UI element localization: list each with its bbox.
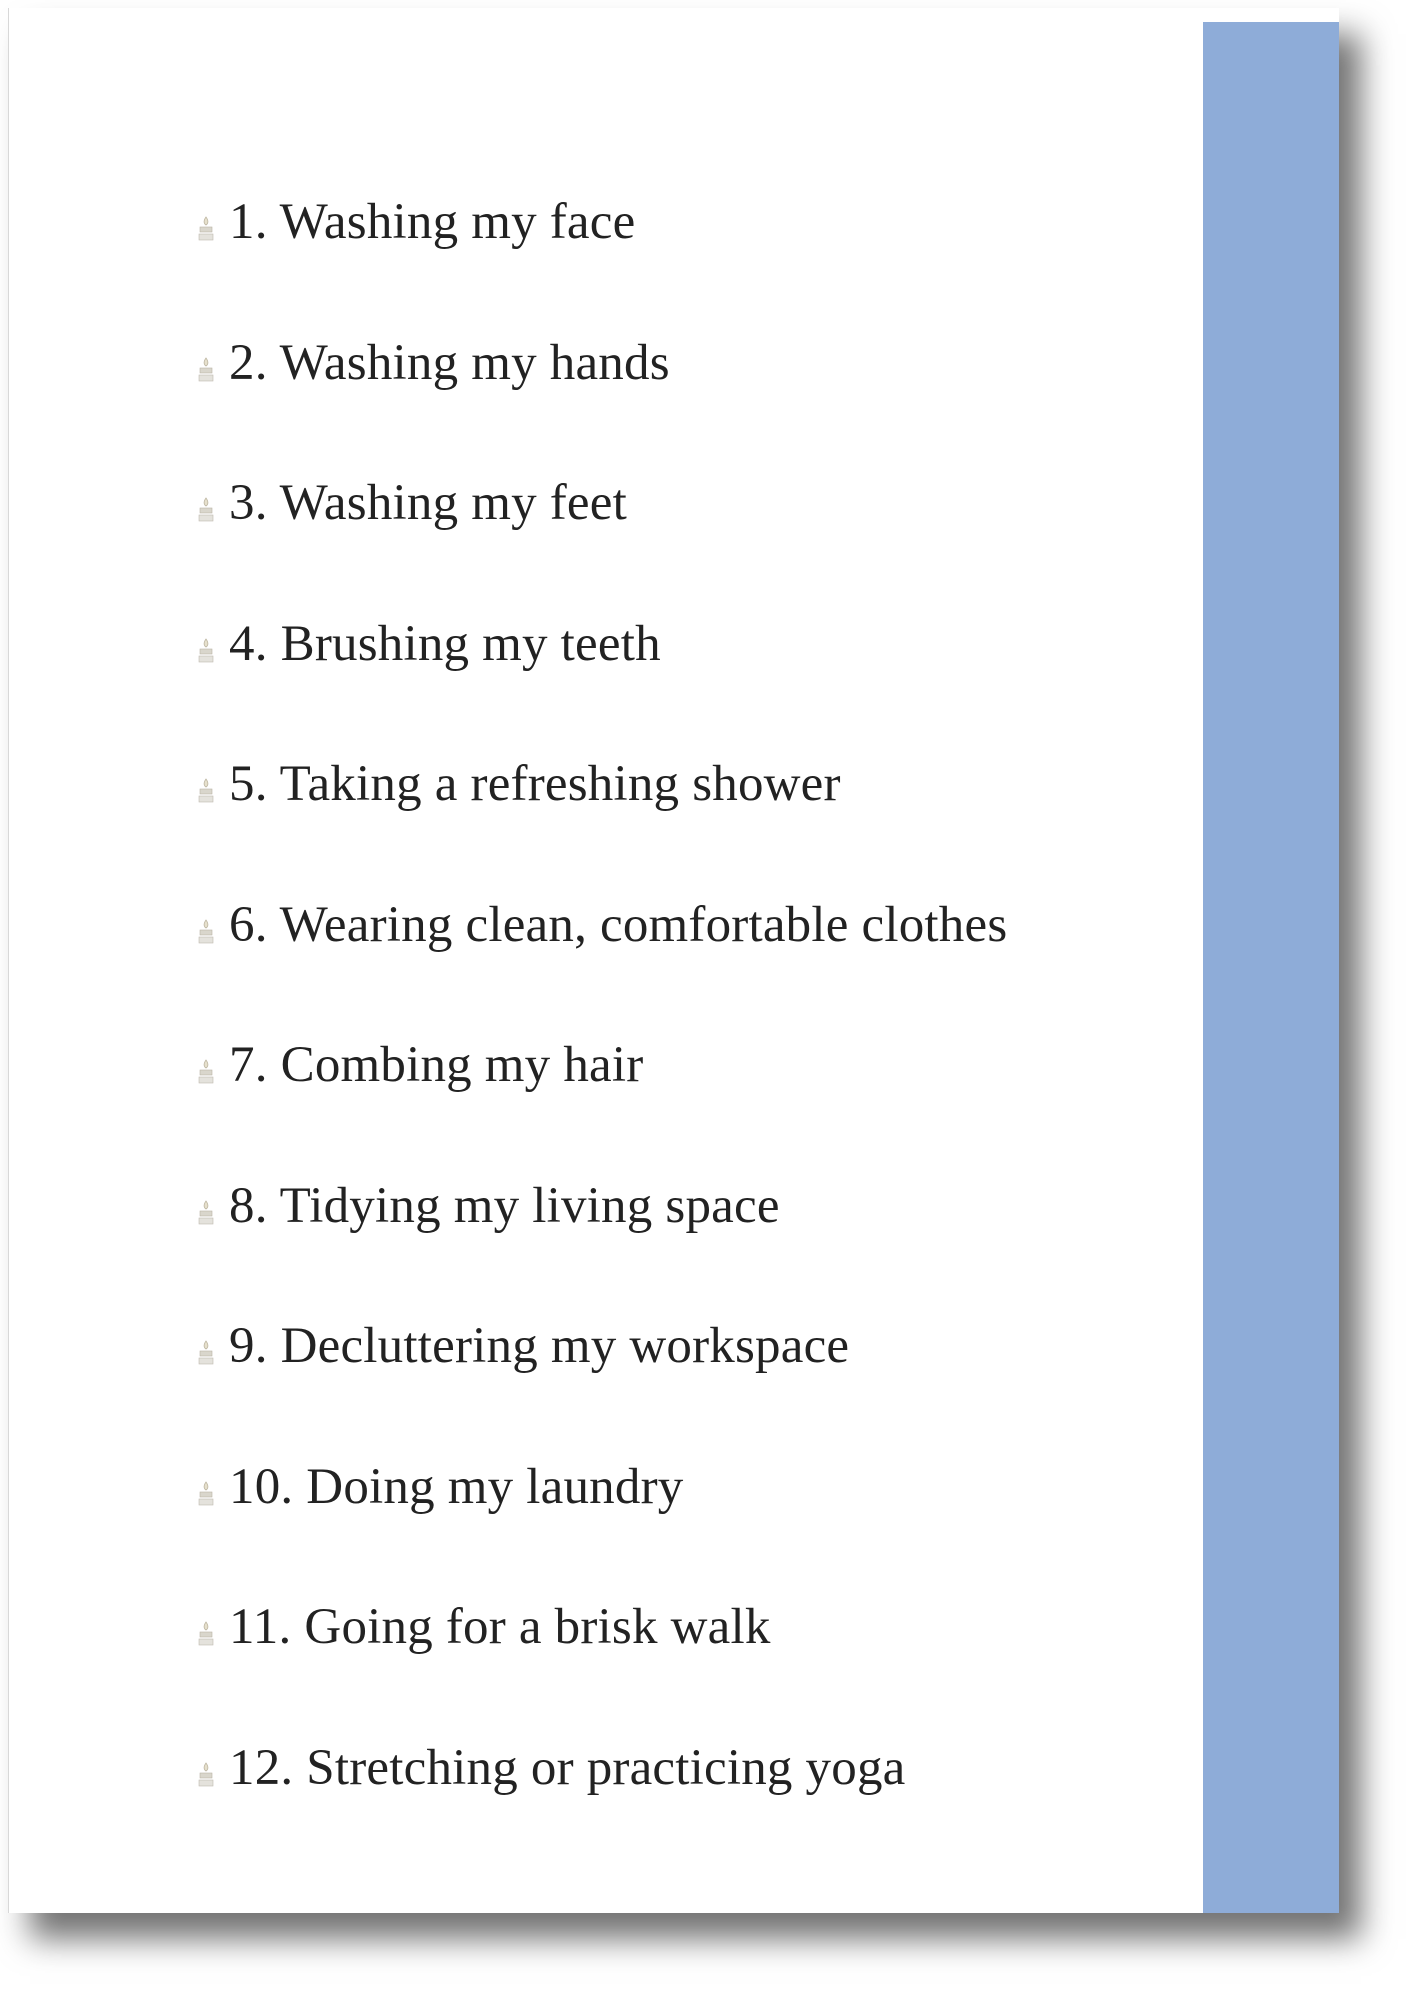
list-item-label: 3. Washing my feet (229, 475, 627, 532)
list-item (195, 293, 1007, 434)
list-item-label: 11. Going for a brisk walk (229, 1599, 771, 1656)
candle-bullet-icon (195, 776, 217, 806)
side-color-band (1203, 22, 1339, 1913)
candle-bullet-icon (195, 1338, 217, 1368)
list-item-label: 7. Combing my hair (229, 1037, 644, 1094)
candle-bullet-icon (195, 1057, 217, 1087)
candle-bullet-icon (195, 636, 217, 666)
candle-bullet-icon (195, 214, 217, 244)
list-item (195, 1276, 1007, 1417)
candle-bullet-icon (195, 1479, 217, 1509)
candle-bullet-icon (195, 917, 217, 947)
list-item-label: 9. Decluttering my workspace (229, 1318, 850, 1375)
list-item (195, 1557, 1007, 1698)
candle-bullet-icon (195, 355, 217, 385)
list-item-label: 5. Taking a refreshing shower (229, 756, 841, 813)
list-item (195, 433, 1007, 574)
list-item (195, 714, 1007, 855)
candle-bullet-icon (195, 1760, 217, 1790)
document-page (8, 8, 1339, 1913)
list-item (195, 152, 1007, 293)
list-item (195, 995, 1007, 1136)
list-item-label: 1. Washing my face (229, 194, 636, 251)
list-item (195, 1417, 1007, 1558)
list-item-label: 8. Tidying my living space (229, 1177, 780, 1234)
candle-bullet-icon (195, 495, 217, 525)
list-item-label: 2. Washing my hands (229, 334, 670, 391)
list-item-label: 6. Wearing clean, comfortable clothes (229, 896, 1008, 953)
list-item (195, 855, 1007, 996)
list-item (195, 1698, 1007, 1839)
list-item-label: 10. Doing my laundry (229, 1458, 684, 1515)
candle-bullet-icon (195, 1198, 217, 1228)
list-item (195, 1136, 1007, 1277)
list-item (195, 574, 1007, 715)
self-care-list (195, 152, 1007, 1838)
list-item-label: 4. Brushing my teeth (229, 615, 661, 672)
list-item-label: 12. Stretching or practicing yoga (229, 1739, 906, 1796)
candle-bullet-icon (195, 1619, 217, 1649)
